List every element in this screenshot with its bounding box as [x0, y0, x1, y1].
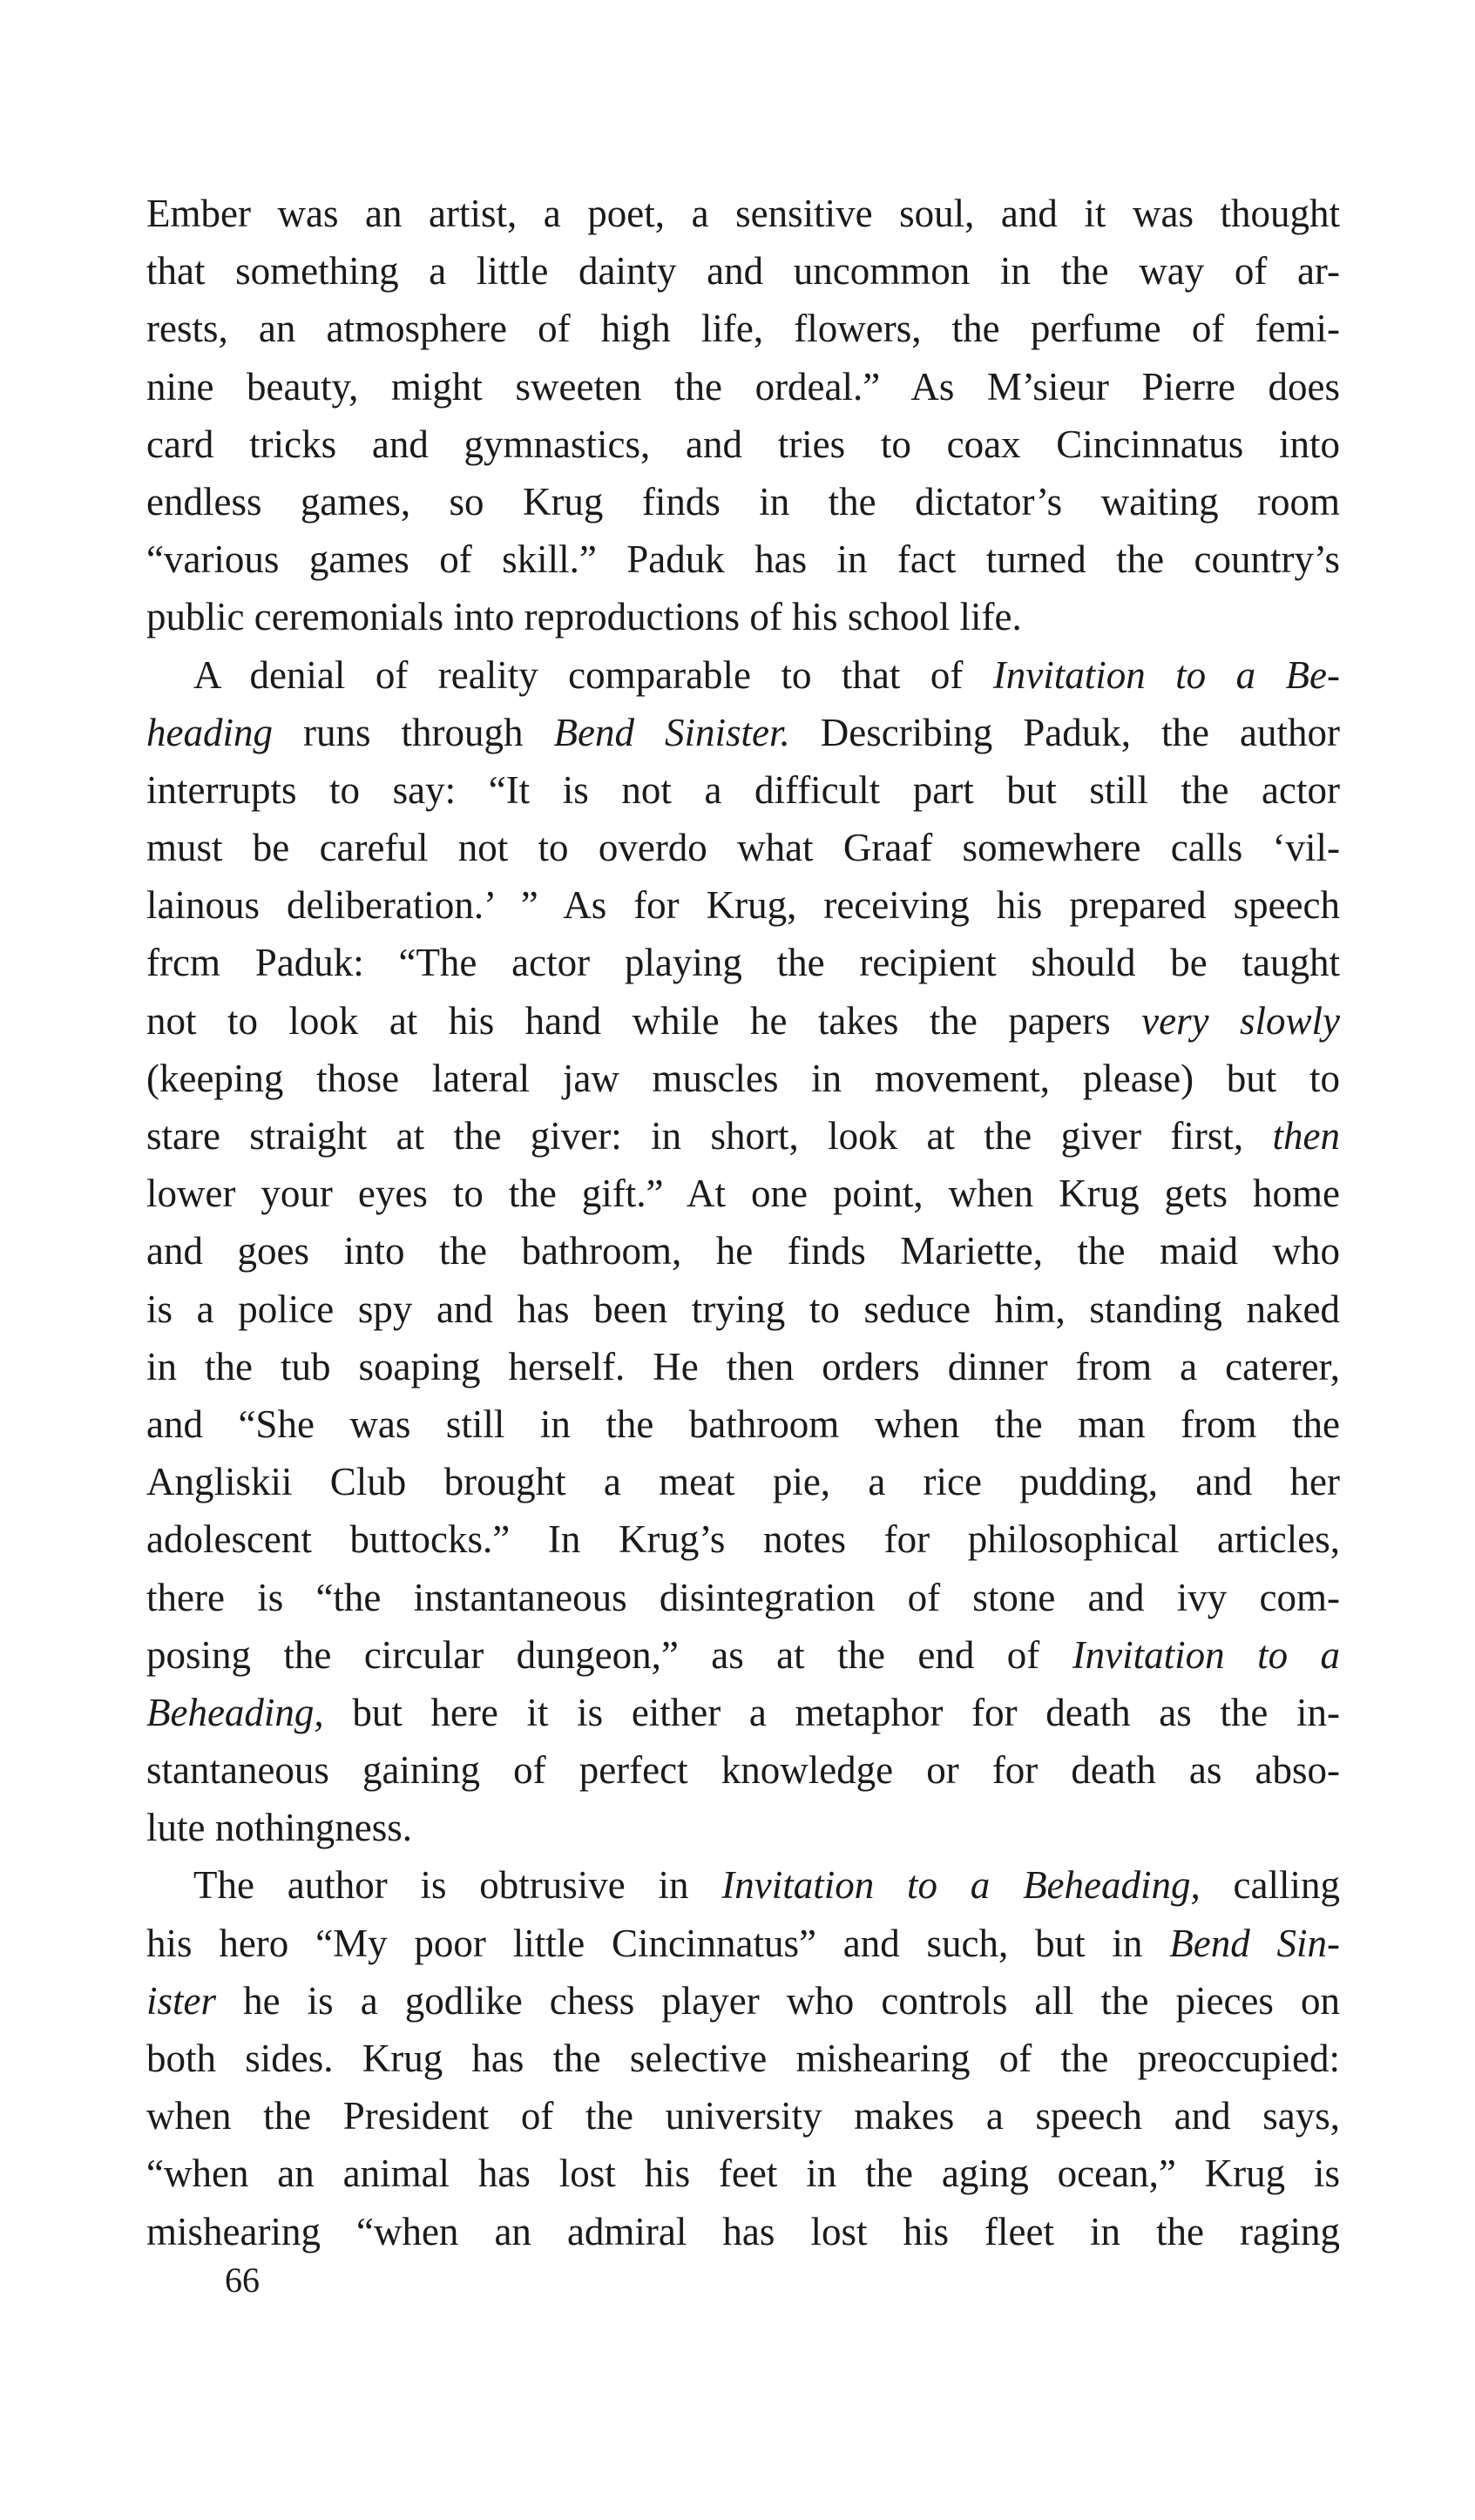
text-segment: Describing Paduk, the author — [789, 710, 1340, 754]
text-segment: mishearing “when an admiral has lost his fleet in the raging — [146, 2209, 1340, 2253]
text-segment: not to look at his hand while he takes the papers — [146, 998, 1142, 1043]
text-line — [146, 2145, 1340, 2202]
text-segment: there is “the instantaneous disintegration of stone and ivy com- — [146, 1575, 1340, 1619]
text-segment: A denial of reality comparable to that of — [193, 652, 993, 697]
text-segment: his hero “My poor little Cincinnatus” and such, but in — [146, 1921, 1170, 1965]
italic-text-segment: heading — [146, 710, 273, 754]
text-line — [146, 300, 1340, 357]
text-segment: that something a little dainty and uncommon in the way of ar- — [146, 249, 1340, 294]
text-line — [146, 1569, 1340, 1626]
text-segment: when the President of the university makes a speech and says, — [146, 2094, 1340, 2138]
text-line — [146, 1453, 1340, 1510]
text-line — [146, 530, 1340, 588]
italic-text-segment: Bend Sinister. — [553, 710, 790, 754]
text-segment: Ember was an artist, a poet, a sensitive soul, and it was thought — [146, 192, 1340, 235]
text-line — [146, 934, 1340, 991]
text-line — [146, 415, 1340, 473]
italic-text-segment: Invitation to a — [1072, 1632, 1340, 1677]
text-segment: frcm Paduk: “The actor playing the recipient should be taught — [146, 941, 1340, 985]
text-segment: he is a godlike chess player who controls all the pieces on — [216, 1978, 1340, 2023]
text-segment: calling — [1200, 1863, 1340, 1908]
text-line — [146, 1684, 1340, 1741]
text-segment: stantaneous gaining of perfect knowledge or for death as abso- — [146, 1748, 1340, 1793]
text-line — [146, 761, 1340, 819]
text-line — [146, 1165, 1340, 1222]
text-segment: in the tub soaping herself. He then orders dinner from a caterer, — [146, 1344, 1340, 1388]
text-segment: and goes into the bathroom, he finds Mariette, the maid who — [146, 1229, 1340, 1274]
text-line — [146, 588, 1340, 645]
text-line — [146, 185, 1340, 242]
text-segment: rests, an atmosphere of high life, flowers, the perfume of femi- — [146, 307, 1340, 351]
text-segment: but here it is either a metaphor for death as the in- — [323, 1690, 1340, 1734]
page-number: 66 — [225, 2260, 260, 2300]
text-segment: and “She was still in the bathroom when the man from the — [146, 1402, 1340, 1446]
text-segment: adolescent buttocks.” In Krug’s notes for philosophical articles, — [146, 1517, 1340, 1562]
text-line — [146, 1338, 1340, 1395]
text-line — [146, 1222, 1340, 1280]
italic-text-segment: Bend Sin- — [1169, 1921, 1340, 1965]
text-segment: public ceremonials into reproductions of his school life. — [146, 595, 1022, 639]
text-line — [146, 1280, 1340, 1338]
text-segment: lainous deliberation.’ ” As for Krug, receiving his prepared speech — [146, 883, 1340, 928]
text-line — [146, 1915, 1340, 1972]
italic-text-segment: then — [1272, 1114, 1340, 1158]
text-segment: “various games of skill.” Paduk has in fact turned the country’s — [146, 537, 1340, 582]
text-line — [146, 1510, 1340, 1568]
text-segment: “when an animal has lost his feet in the aging ocean,” Krug is — [146, 2152, 1340, 2196]
text-line — [146, 358, 1340, 415]
italic-text-segment: ister — [146, 1978, 217, 2023]
italic-text-segment: very slowly — [1141, 998, 1340, 1043]
text-line — [146, 646, 1340, 704]
text-line — [146, 2203, 1340, 2260]
text-segment: nine beauty, might sweeten the ordeal.” As M’sieur Pierre does — [146, 364, 1340, 409]
text-line — [146, 473, 1340, 530]
text-line — [146, 1107, 1340, 1165]
text-line — [146, 704, 1340, 761]
text-line — [146, 819, 1340, 876]
text-segment: must be careful not to overdo what Graaf somewhere calls ‘vil- — [146, 826, 1340, 870]
text-line — [146, 242, 1340, 300]
text-line — [146, 2030, 1340, 2087]
text-segment: Angliskii Club brought a meat pie, a rice pudding, and her — [146, 1460, 1340, 1504]
text-line — [146, 1626, 1340, 1684]
italic-text-segment: Beheading, — [146, 1690, 324, 1734]
text-line — [146, 1741, 1340, 1799]
text-line — [146, 1050, 1340, 1107]
text-line — [146, 992, 1340, 1050]
text-segment: endless games, so Krug finds in the dictator’s waiting room — [146, 479, 1340, 524]
text-segment: interrupts to say: “It is not a difficult part but still the actor — [146, 767, 1340, 812]
text-segment: runs through — [272, 710, 554, 754]
text-line — [146, 1856, 1340, 1914]
text-segment: stare straight at the giver: in short, look at the giver first, — [146, 1114, 1273, 1158]
text-line — [146, 1395, 1340, 1453]
text-segment: (keeping those lateral jaw muscles in movement, please) but to — [146, 1056, 1340, 1100]
body-text — [146, 185, 1340, 2260]
italic-text-segment: Invitation to a Be- — [992, 652, 1340, 697]
text-segment: The author is obtrusive in — [193, 1863, 722, 1908]
text-line — [146, 876, 1340, 934]
text-line — [146, 1799, 1340, 1856]
text-segment: card tricks and gymnastics, and tries to coax Cincinnatus into — [146, 422, 1340, 466]
text-segment: lower your eyes to the gift.” At one point, when Krug gets home — [146, 1172, 1340, 1216]
text-line — [146, 1972, 1340, 2030]
italic-text-segment: Invitation to a Beheading, — [721, 1863, 1201, 1908]
text-segment: both sides. Krug has the selective mishearing of the preoccupied: — [146, 2037, 1340, 2080]
text-segment: is a police spy and has been trying to seduce him, standing naked — [146, 1287, 1340, 1331]
text-segment: lute nothingness. — [146, 1806, 412, 1850]
text-line — [146, 2087, 1340, 2145]
text-segment: posing the circular dungeon,” as at the end of — [146, 1632, 1072, 1677]
